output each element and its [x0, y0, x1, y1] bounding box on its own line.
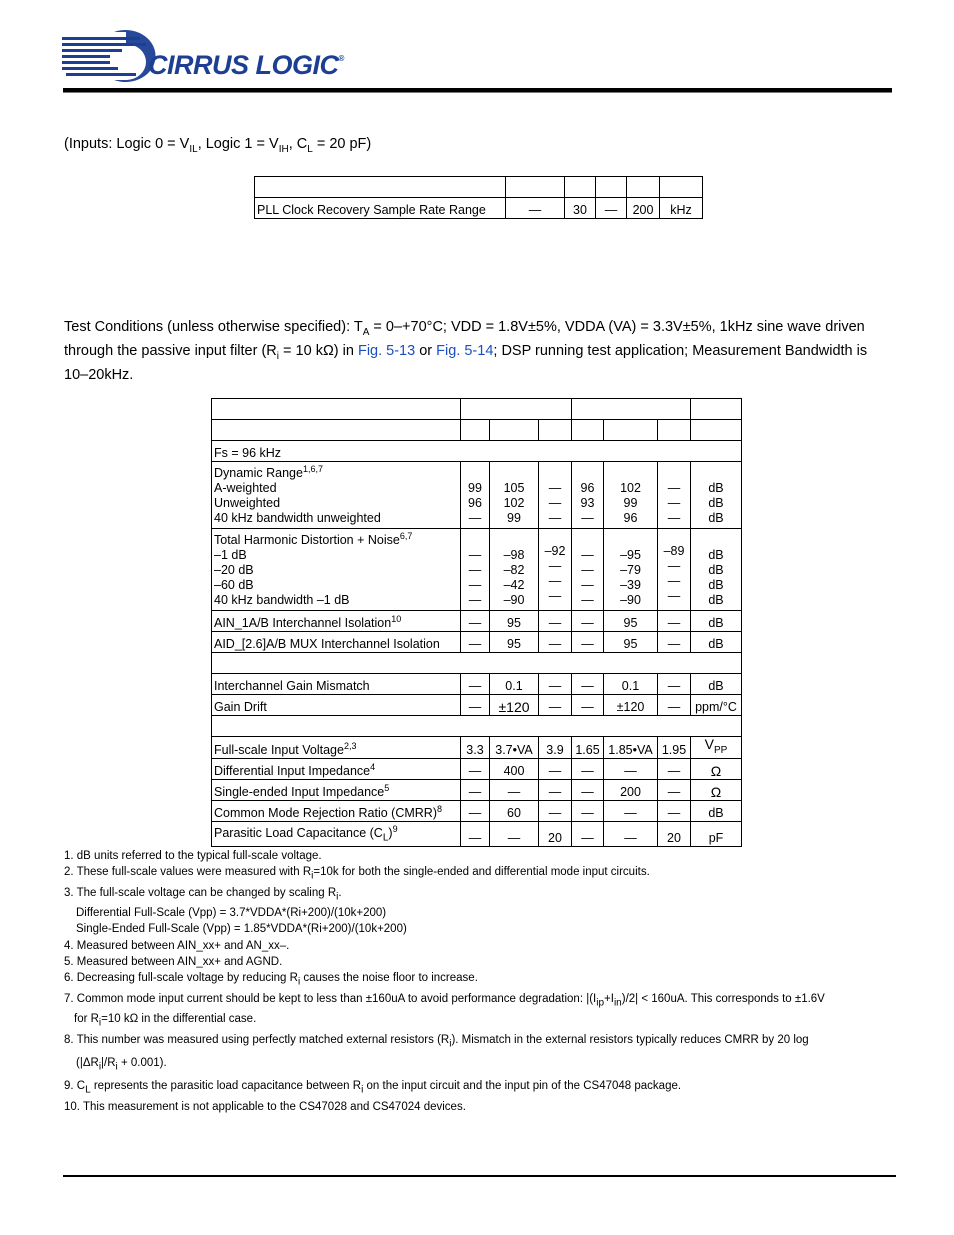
table-cell: –89 — — — — [658, 529, 691, 611]
table-cell: — — [604, 822, 658, 847]
table-cell: — — [572, 695, 604, 716]
table-cell: $V_{PP}$ — [691, 737, 742, 759]
table-cell: — — [539, 801, 572, 822]
table-cell: 200 — [604, 780, 658, 801]
table-cell: –95 –79 –39 –90 — [604, 529, 658, 611]
table-cell: — — — — [539, 462, 572, 529]
table-cell — [212, 716, 742, 737]
table-cell: dB dB dB dB — [691, 529, 742, 611]
table-cell: PLL Clock Recovery Sample Rate Range — [255, 198, 506, 219]
footnote-3-single-ended: Single-Ended Full-Scale (Vpp) = 1.85*VDDA*(Ri+200)/(10k+200) — [76, 923, 407, 936]
logo-wordmark: CIRRUS LOGIC® — [148, 50, 344, 80]
table-cell: pF — [691, 822, 742, 847]
table-cell: 96 93 — — [572, 462, 604, 529]
table-cell: 400 — [490, 759, 539, 780]
table-cell: — — [572, 780, 604, 801]
footnote-7: 7. Common mode input current should be kept to less than ±160uA to avoid performance degradation: $|(I_{ip}+I_{in})/2| < 160uA$. This corresponds to ±1.6V — [64, 992, 825, 1008]
table-cell — [212, 653, 742, 674]
table-cell: — — [658, 632, 691, 653]
table-cell: 95 — [604, 632, 658, 653]
table-cell: — — [572, 801, 604, 822]
table-cell: Ω — [691, 759, 742, 780]
table-cell: 0.1 — [490, 674, 539, 695]
table-cell: — — [539, 759, 572, 780]
pll-table — [254, 176, 703, 219]
table-cell: ppm/°C — [691, 695, 742, 716]
table-cell: 20 — [658, 822, 691, 847]
footer-rule — [63, 1175, 896, 1177]
table-cell: 95 — [490, 611, 539, 632]
footnote-7-cont: for $R_i=10$ kΩ in the differential case. — [74, 1013, 257, 1029]
table-cell: — — [539, 632, 572, 653]
table-section-row — [212, 716, 742, 737]
test-conditions: Test Conditions (unless otherwise specified): $T_A = 0-+70^\circ C$; VDD = 1.8V±5%, VDDA (VA) = 3.3V±5%, 1kHz sine wave driven through the passive input filter ($R_i = 10$ kΩ) in Fig. 5-13 or Fig. 5-14; DSP running test application; Measurement Bandwidth is 10–20kHz. — [64, 319, 868, 383]
table-cell — [461, 420, 490, 441]
table-cell: –98 –82 –42 –90 — [490, 529, 539, 611]
table-cell: — — [658, 801, 691, 822]
table-cell: Fs = 96 kHz — [212, 441, 742, 462]
table-cell: kHz — [660, 198, 703, 219]
footnote-1: 1. dB units referred to the typical full-scale voltage. — [64, 850, 322, 862]
table-cell: 3.7•VA — [490, 737, 539, 759]
table-cell: Full-scale Input Voltage$^{2,3}$ — [212, 737, 461, 759]
table-cell: — — [572, 674, 604, 695]
table-row — [212, 611, 742, 632]
table-cell: Differential Input Impedance$^4$ — [212, 759, 461, 780]
table-cell — [596, 177, 627, 198]
table-cell: 1.95 — [658, 737, 691, 759]
table-cell — [212, 420, 461, 441]
table-cell: — — [658, 759, 691, 780]
table-cell — [627, 177, 660, 198]
table-cell: — — [461, 801, 490, 822]
table-cell — [539, 420, 572, 441]
footnote-8-cont: $(|\Delta R_i|/R_i + 0.001)$. — [76, 1057, 167, 1073]
table-cell: dB — [691, 632, 742, 653]
table-row — [212, 737, 742, 759]
table-cell: 95 — [490, 632, 539, 653]
table-cell: — — [658, 695, 691, 716]
table-cell: 60 — [490, 801, 539, 822]
table-cell: –92 — — — — [539, 529, 572, 611]
table-cell: — — [658, 674, 691, 695]
table-cell: — — [490, 822, 539, 847]
table-cell: — — [490, 780, 539, 801]
table-cell: Ω — [691, 780, 742, 801]
table-cell: ±120 — [604, 695, 658, 716]
table-header-row — [212, 420, 742, 441]
table-cell: 200 — [627, 198, 660, 219]
table-cell: Single-ended Input Impedance$^5$ — [212, 780, 461, 801]
footnote-9: 9. $C_L$ represents the parasitic load capacitance between $R_i$ on the input circuit and the input pin of the CS47048 package. — [64, 1080, 682, 1096]
table-cell: 102 99 96 — [604, 462, 658, 529]
footnote-10: 10. This measurement is not applicable to the CS47028 and CS47024 devices. — [64, 1100, 466, 1113]
table-row — [212, 780, 742, 801]
table-cell: — — [539, 674, 572, 695]
table-cell: Interchannel Gain Mismatch — [212, 674, 461, 695]
table-header-row — [212, 399, 742, 420]
inputs-condition-line: (Inputs: Logic $0 = V_{IL}$, Logic $1 = V_{IH}$, $C_L = 20$ pF) — [64, 136, 372, 155]
table-cell: 20 — [539, 822, 572, 847]
table-row — [212, 674, 742, 695]
table-cell: — — [506, 198, 565, 219]
table-cell: — — [658, 780, 691, 801]
table-row — [212, 441, 742, 462]
table-row — [212, 529, 742, 611]
table-cell: 3.3 — [461, 737, 490, 759]
table-cell: — — — — — [572, 529, 604, 611]
table-cell — [572, 420, 604, 441]
footnote-2: 2. These full-scale values were measured with $R_i=10k$ for both the single-ended and differential mode input circuits. — [64, 866, 650, 882]
table-cell: Parasitic Load Capacitance $(C_L)^9$ — [212, 822, 461, 847]
table-cell: Total Harmonic Distortion + Noise$^{6,7}$ –1 dB –20 dB –60 dB 40 kHz bandwidth –1 dB — [212, 529, 461, 611]
table-cell — [490, 420, 539, 441]
table-cell — [565, 177, 596, 198]
table-section-row — [212, 653, 742, 674]
footnote-3: 3. The full-scale voltage can be changed by scaling $R_i$. — [64, 886, 342, 902]
table-row — [212, 822, 742, 847]
table-cell — [212, 399, 461, 420]
table-cell: 1.85•VA — [604, 737, 658, 759]
footnote-4: 4. Measured between AIN_xx+ and AN_xx–. — [64, 939, 290, 952]
table-cell: — — [658, 611, 691, 632]
table-cell — [691, 399, 742, 420]
table-row — [255, 198, 703, 219]
footnote-8: 8. This number was measured using perfectly matched external resistors $(R_i)$. Mismatch in the external resistors typically reduces CMRR by 20 log — [64, 1033, 809, 1049]
table-cell: — — [572, 611, 604, 632]
table-cell: 105 102 99 — [490, 462, 539, 529]
table-cell — [691, 420, 742, 441]
table-cell — [658, 420, 691, 441]
table-cell: 99 96 — — [461, 462, 490, 529]
table-cell: 0.1 — [604, 674, 658, 695]
footnote-6: 6. Decreasing full-scale voltage by reducing $R_i$ causes the noise floor to increase. — [64, 972, 478, 988]
table-cell — [461, 399, 572, 420]
table-cell: — — [461, 611, 490, 632]
adc-characteristics-table — [211, 398, 742, 847]
table-cell: — — — — — [461, 529, 490, 611]
table-row — [212, 801, 742, 822]
table-cell: AID_[2.6]A/B MUX Interchannel Isolation — [212, 632, 461, 653]
table-cell: dB — [691, 801, 742, 822]
table-cell: dB — [691, 611, 742, 632]
table-cell: 3.9 — [539, 737, 572, 759]
table-cell: AIN_1A/B Interchannel Isolation$^{10}$ — [212, 611, 461, 632]
table-row — [212, 632, 742, 653]
table-cell: — — [604, 759, 658, 780]
footnote-5: 5. Measured between AIN_xx+ and AGND. — [64, 955, 283, 968]
table-row — [212, 695, 742, 716]
footnote-3-differential: Differential Full-Scale (Vpp) = 3.7*VDDA*(Ri+200)/(10k+200) — [76, 907, 387, 920]
table-cell: — — [461, 695, 490, 716]
table-cell — [572, 399, 691, 420]
header-rule — [63, 88, 892, 93]
table-cell: — — [596, 198, 627, 219]
table-cell: — — — — [658, 462, 691, 529]
table-cell — [660, 177, 703, 198]
table-cell: dB dB dB — [691, 462, 742, 529]
footnotes — [64, 848, 904, 1115]
table-cell: — — [461, 822, 490, 847]
table-cell: — — [461, 780, 490, 801]
table-cell — [604, 420, 658, 441]
table-cell: — — [461, 759, 490, 780]
table-cell: — — [572, 759, 604, 780]
table-cell: 95 — [604, 611, 658, 632]
table-cell: — — [539, 780, 572, 801]
fig-5-14-link[interactable]: Fig. 5-14 — [436, 342, 494, 359]
table-cell: — — [539, 695, 572, 716]
table-cell: — — [461, 674, 490, 695]
fig-5-13-link[interactable]: Fig. 5-13 — [357, 342, 416, 359]
table-cell: — — [604, 801, 658, 822]
table-cell — [506, 177, 565, 198]
table-cell: — — [572, 632, 604, 653]
table-cell: — — [461, 632, 490, 653]
table-cell: dB — [691, 674, 742, 695]
table-cell: — — [539, 611, 572, 632]
table-cell: 30 — [565, 198, 596, 219]
table-cell — [255, 177, 506, 198]
table-header-row — [255, 177, 703, 198]
table-cell: 1.65 — [572, 737, 604, 759]
table-cell: ±120 — [490, 695, 539, 716]
table-row — [212, 759, 742, 780]
table-cell: — — [572, 822, 604, 847]
table-cell: Gain Drift — [212, 695, 461, 716]
table-row — [212, 462, 742, 529]
table-cell: Common Mode Rejection Ratio (CMRR)$^8$ — [212, 801, 461, 822]
table-cell: Dynamic Range$^{1,6,7}$ A-weighted Unweighted 40 kHz bandwidth unweighted — [212, 462, 461, 529]
